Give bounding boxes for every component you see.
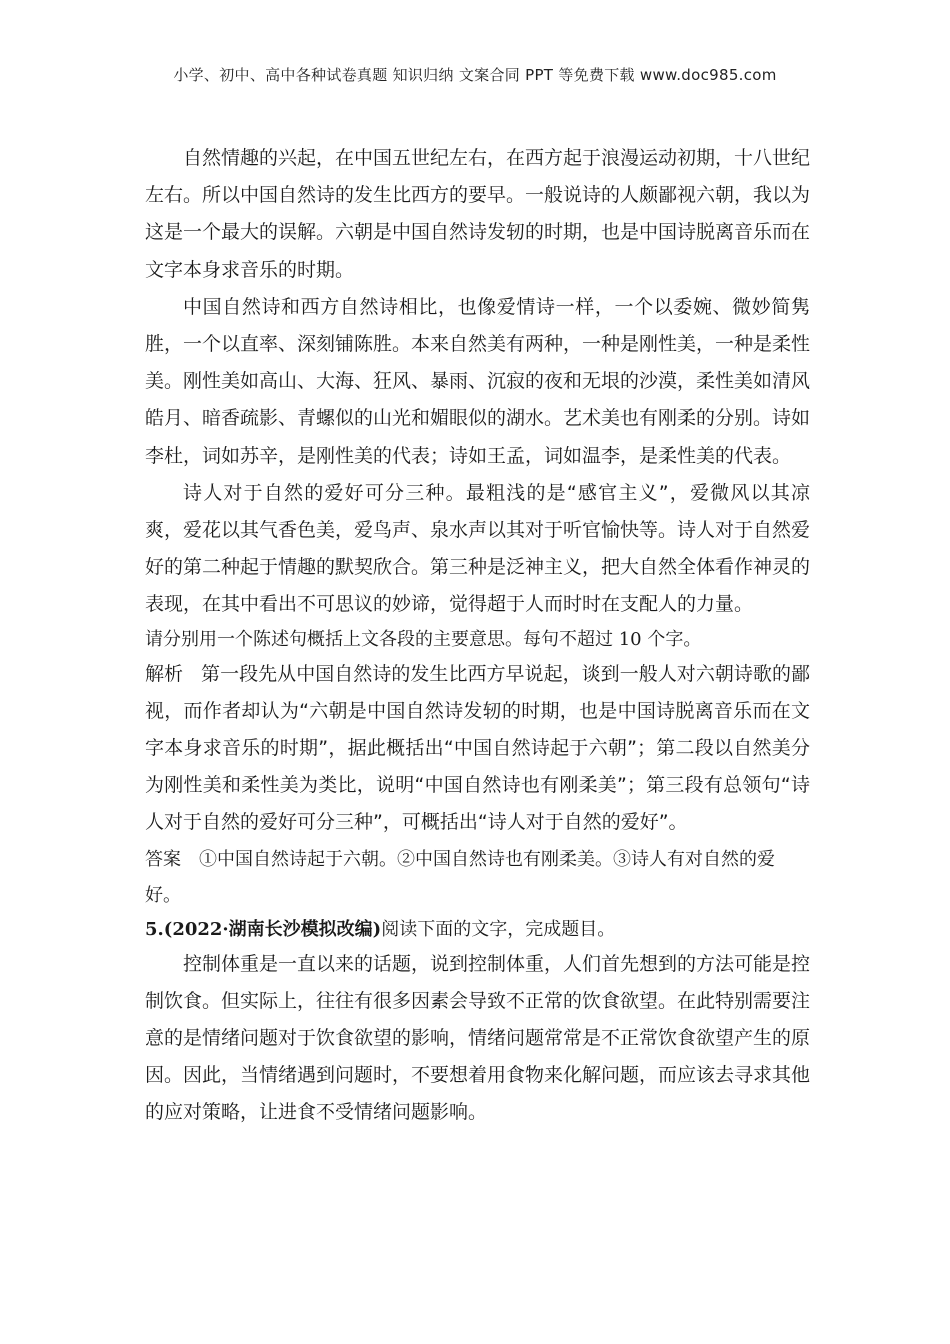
question-prompt: 请分别用一个陈述句概括上文各段的主要意思。每句不超过 10 个字。 [145, 628, 702, 650]
question-5-heading [145, 914, 810, 946]
question-5-source: (2022·湖南长沙模拟改编) [163, 918, 382, 940]
passage-paragraph-1: 自然情趣的兴起，在中国五世纪左右，在西方起于浪漫运动初期，十八世纪左右。所以中国自然诗的发生比西方的要早。一般说诗的人颇鄙视六朝，我以为这是一个最大的误解。六朝是中国自然诗发轫的时期，也是中国诗脱离音乐而在文字本身求音乐的时期。 [145, 147, 811, 281]
analysis-block [145, 656, 810, 842]
document-body [145, 140, 810, 1132]
passage-paragraph-3: 诗人对于自然的爱好可分三种。最粗浅的是“感官主义”，爱微风以其凉爽，爱花以其气香色美，爱鸟声、泉水声以其对于听官愉快等。诗人对于自然爱好的第二种起于情趣的默契欣合。第三种是泛神主义，把大自然全体看作神灵的表现，在其中看出不可思议的妙谛，觉得超于人而时时在支配人的力量。 [145, 481, 811, 616]
passage-paragraph-2: 中国自然诗和西方自然诗相比，也像爱情诗一样，一个以委婉、微妙简隽胜，一个以直率、深刻铺陈胜。本来自然美有两种，一种是刚性美，一种是柔性美。刚性美如高山、大海、狂风、暴雨、沉寂的夜和无垠的沙漠，柔性美如清风皓月、暗香疏影、青螺似的山光和媚眼似的湖水。艺术美也有刚柔的分别。诗如李杜，词如苏辛，是刚性美的代表；诗如王孟，词如温李，是柔性美的代表。 [145, 295, 811, 467]
answer-label: 答案 [145, 848, 181, 870]
answer-text: ①中国自然诗起于六朝。②中国自然诗也有刚柔美。③诗人有对自然的爱好。 [145, 848, 775, 906]
question-5-passage: 控制体重是一直以来的话题，说到控制体重，人们首先想到的方法可能是控制饮食。但实际上，往往有很多因素会导致不正常的饮食欲望。在此特别需要注意的是情绪问题对于饮食欲望的影响，情绪问题常常是不正常饮食欲望产生的原因。因此，当情绪遇到问题时，不要想着用食物来化解问题，而应该去寻求其他的应对策略，让进食不受情绪问题影响。 [145, 952, 811, 1124]
answer-block [145, 842, 810, 914]
question-5-instruction: 阅读下面的文字，完成题目。 [381, 918, 616, 940]
analysis-text: 第一段先从中国自然诗的发生比西方早说起，谈到一般人对六朝诗歌的鄙视，而作者却认为“六朝是中国自然诗发轫的时期，也是中国诗脱离音乐而在文字本身求音乐的时期”，据此概括出“中国自然诗起于六朝”；第二段以自然美分为刚性美和柔性美为类比，说明“中国自然诗也有刚柔美”；第三段有总领句“诗人对于自然的爱好可分三种”，可概括出“诗人对于自然的爱好”。 [145, 662, 810, 834]
page-header: 小学、初中、高中各种试卷真题 知识归纳 文案合同 PPT 等免费下载 www.doc985.com [173, 66, 777, 84]
analysis-label: 解析 [145, 662, 184, 685]
question-5-number: 5. [145, 918, 164, 940]
